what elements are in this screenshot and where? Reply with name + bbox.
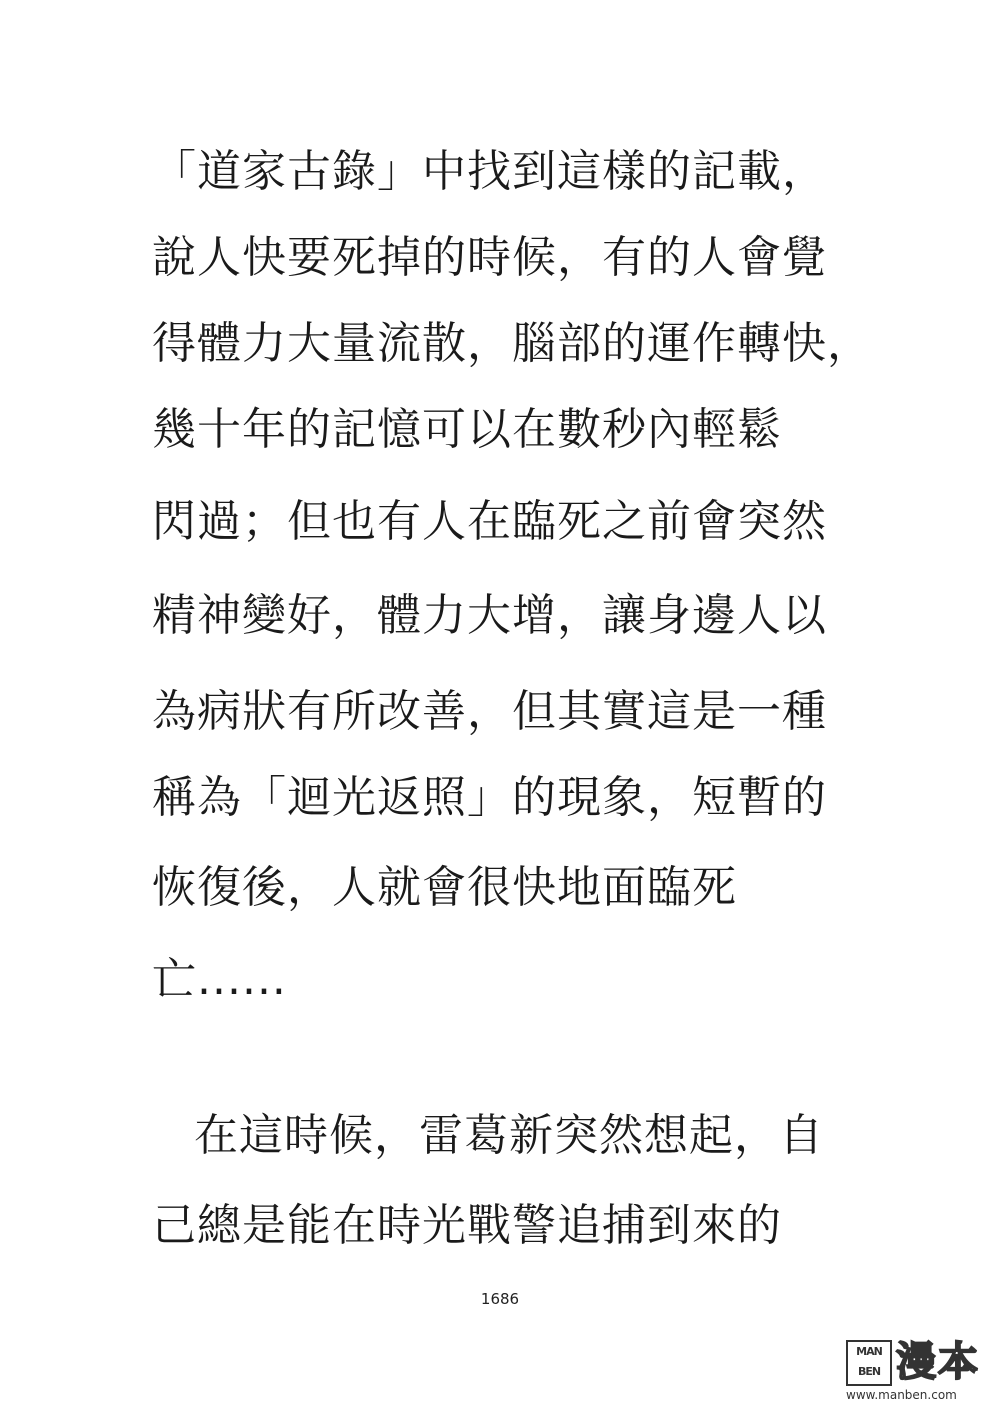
text-line: 在這時候，雷葛新突然想起，自 [194, 1110, 824, 1161]
watermark-logo-line: BEN [857, 1365, 881, 1378]
text-line: 為病狀有所改善，但其實這是一種 [152, 686, 827, 737]
text-line: 精神變好，體力大增，讓身邊人以 [152, 590, 827, 641]
text-line: 「道家古錄」中找到這樣的記載， [152, 146, 827, 197]
text-line: 亡...... [152, 954, 287, 1005]
text-line: 稱為「迴光返照」的現象，短暫的 [152, 772, 827, 823]
page-number: 1686 [480, 1290, 520, 1308]
text-line: 己總是能在時光戰警追捕到來的 [152, 1200, 782, 1251]
text-line: 閃過；但也有人在臨死之前會突然 [152, 496, 827, 547]
watermark-name: 漫本 [896, 1339, 980, 1385]
text-line: 說人快要死掉的時候，有的人會覺 [152, 232, 827, 283]
watermark-logo-line: MAN [856, 1345, 882, 1358]
watermark-logo [846, 1340, 892, 1386]
text-line: 恢復後，人就會很快地面臨死 [152, 862, 737, 913]
text-line: 得體力大量流散，腦部的運作轉快， [152, 318, 872, 369]
text-line: 幾十年的記憶可以在數秒內輕鬆 [152, 404, 782, 455]
site-watermark [846, 1340, 986, 1404]
watermark-url: www.manben.com [846, 1388, 957, 1402]
